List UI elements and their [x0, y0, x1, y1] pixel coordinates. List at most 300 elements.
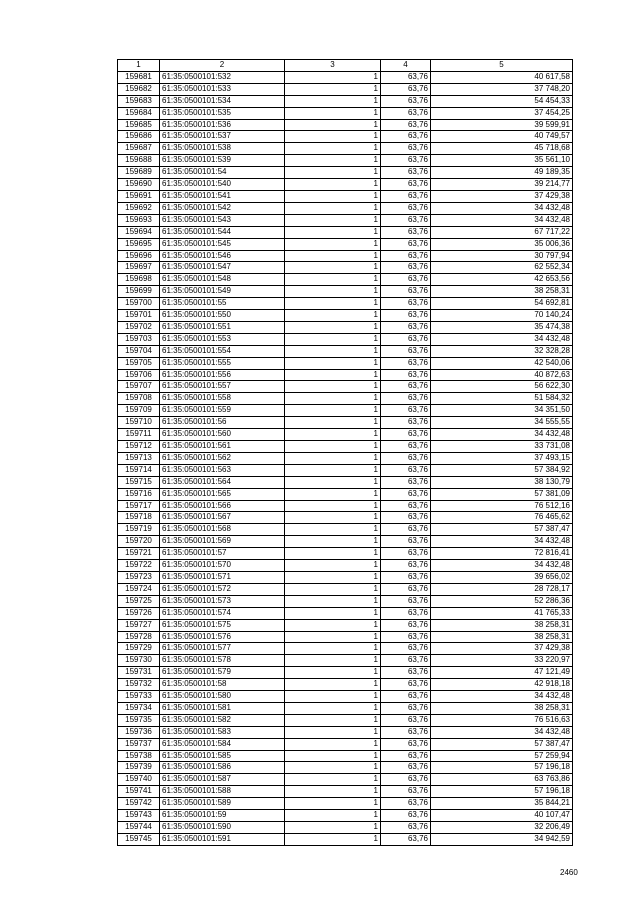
- cadastral-table: [117, 59, 573, 846]
- row-number-cell: 159729: [118, 643, 160, 655]
- rate-cell: 63,76: [381, 619, 431, 631]
- rate-cell: 63,76: [381, 774, 431, 786]
- value-cell: 37 429,38: [431, 190, 573, 202]
- rate-cell: 63,76: [381, 190, 431, 202]
- table-row: [118, 274, 573, 286]
- count-cell: 1: [285, 310, 381, 322]
- value-cell: 34 942,59: [431, 833, 573, 845]
- table-row: [118, 643, 573, 655]
- cadastral-number-cell: 61:35:0500101:536: [160, 119, 285, 131]
- rate-cell: 63,76: [381, 119, 431, 131]
- rate-cell: 63,76: [381, 500, 431, 512]
- cadastral-number-cell: 61:35:0500101:580: [160, 691, 285, 703]
- count-cell: 1: [285, 357, 381, 369]
- value-cell: 42 653,56: [431, 274, 573, 286]
- rate-cell: 63,76: [381, 131, 431, 143]
- table-row: [118, 810, 573, 822]
- row-number-cell: 159741: [118, 786, 160, 798]
- table-row: [118, 250, 573, 262]
- value-cell: 45 718,68: [431, 143, 573, 155]
- row-number-cell: 159689: [118, 167, 160, 179]
- cadastral-number-cell: 61:35:0500101:532: [160, 71, 285, 83]
- table-row: [118, 571, 573, 583]
- table-row: [118, 726, 573, 738]
- table-row: [118, 190, 573, 202]
- cadastral-number-cell: 61:35:0500101:541: [160, 190, 285, 202]
- table-row: [118, 298, 573, 310]
- row-number-cell: 159687: [118, 143, 160, 155]
- value-cell: 35 006,36: [431, 238, 573, 250]
- count-cell: 1: [285, 214, 381, 226]
- rate-cell: 63,76: [381, 345, 431, 357]
- rate-cell: 63,76: [381, 488, 431, 500]
- row-number-cell: 159682: [118, 83, 160, 95]
- rate-cell: 63,76: [381, 464, 431, 476]
- rate-cell: 63,76: [381, 560, 431, 572]
- rate-cell: 63,76: [381, 226, 431, 238]
- table-row: [118, 262, 573, 274]
- rate-cell: 63,76: [381, 357, 431, 369]
- table-row: [118, 655, 573, 667]
- rate-cell: 63,76: [381, 369, 431, 381]
- cadastral-number-cell: 61:35:0500101:554: [160, 345, 285, 357]
- table-row: [118, 131, 573, 143]
- rate-cell: 63,76: [381, 310, 431, 322]
- value-cell: 42 540,06: [431, 357, 573, 369]
- value-cell: 54 692,81: [431, 298, 573, 310]
- row-number-cell: 159701: [118, 310, 160, 322]
- cadastral-number-cell: 61:35:0500101:574: [160, 607, 285, 619]
- cadastral-number-cell: 61:35:0500101:564: [160, 476, 285, 488]
- table-row: [118, 381, 573, 393]
- count-cell: 1: [285, 190, 381, 202]
- rate-cell: 63,76: [381, 548, 431, 560]
- cadastral-number-cell: 61:35:0500101:591: [160, 833, 285, 845]
- cadastral-number-cell: 61:35:0500101:557: [160, 381, 285, 393]
- cadastral-number-cell: 61:35:0500101:540: [160, 179, 285, 191]
- rate-cell: 63,76: [381, 738, 431, 750]
- cadastral-number-cell: 61:35:0500101:556: [160, 369, 285, 381]
- value-cell: 49 189,35: [431, 167, 573, 179]
- value-cell: 41 765,33: [431, 607, 573, 619]
- cadastral-number-cell: 61:35:0500101:542: [160, 202, 285, 214]
- rate-cell: 63,76: [381, 202, 431, 214]
- row-number-cell: 159742: [118, 798, 160, 810]
- row-number-cell: 159744: [118, 822, 160, 834]
- table-row: [118, 583, 573, 595]
- table-row: [118, 71, 573, 83]
- rate-cell: 63,76: [381, 167, 431, 179]
- cadastral-number-cell: 61:35:0500101:589: [160, 798, 285, 810]
- count-cell: 1: [285, 202, 381, 214]
- cadastral-number-cell: 61:35:0500101:569: [160, 536, 285, 548]
- value-cell: 54 454,33: [431, 95, 573, 107]
- row-number-cell: 159699: [118, 286, 160, 298]
- cadastral-number-cell: 61:35:0500101:570: [160, 560, 285, 572]
- table-row: [118, 500, 573, 512]
- cadastral-number-cell: 61:35:0500101:538: [160, 143, 285, 155]
- table-row: [118, 750, 573, 762]
- page-number: 2460: [560, 868, 578, 877]
- row-number-cell: 159692: [118, 202, 160, 214]
- value-cell: 57 196,18: [431, 762, 573, 774]
- row-number-cell: 159734: [118, 702, 160, 714]
- cadastral-number-cell: 61:35:0500101:543: [160, 214, 285, 226]
- cadastral-number-cell: 61:35:0500101:539: [160, 155, 285, 167]
- count-cell: 1: [285, 262, 381, 274]
- rate-cell: 63,76: [381, 810, 431, 822]
- value-cell: 30 797,94: [431, 250, 573, 262]
- row-number-cell: 159695: [118, 238, 160, 250]
- table-row: [118, 512, 573, 524]
- table-row: [118, 607, 573, 619]
- value-cell: 37 748,20: [431, 83, 573, 95]
- table-row: [118, 738, 573, 750]
- table-row: [118, 595, 573, 607]
- count-cell: 1: [285, 667, 381, 679]
- count-cell: 1: [285, 238, 381, 250]
- cadastral-number-cell: 61:35:0500101:547: [160, 262, 285, 274]
- count-cell: 1: [285, 548, 381, 560]
- count-cell: 1: [285, 95, 381, 107]
- value-cell: 38 258,31: [431, 619, 573, 631]
- row-number-cell: 159710: [118, 417, 160, 429]
- table-row: [118, 155, 573, 167]
- row-number-cell: 159683: [118, 95, 160, 107]
- value-cell: 34 555,55: [431, 417, 573, 429]
- row-number-cell: 159722: [118, 560, 160, 572]
- cadastral-number-cell: 61:35:0500101:59: [160, 810, 285, 822]
- cadastral-number-cell: 61:35:0500101:545: [160, 238, 285, 250]
- cadastral-number-cell: 61:35:0500101:544: [160, 226, 285, 238]
- row-number-cell: 159705: [118, 357, 160, 369]
- count-cell: 1: [285, 619, 381, 631]
- value-cell: 70 140,24: [431, 310, 573, 322]
- row-number-cell: 159738: [118, 750, 160, 762]
- count-cell: 1: [285, 83, 381, 95]
- count-cell: 1: [285, 488, 381, 500]
- row-number-cell: 159697: [118, 262, 160, 274]
- value-cell: 57 381,09: [431, 488, 573, 500]
- value-cell: 34 432,48: [431, 691, 573, 703]
- count-cell: 1: [285, 607, 381, 619]
- table-row: [118, 560, 573, 572]
- rate-cell: 63,76: [381, 274, 431, 286]
- cadastral-number-cell: 61:35:0500101:533: [160, 83, 285, 95]
- value-cell: 38 258,31: [431, 702, 573, 714]
- rate-cell: 63,76: [381, 155, 431, 167]
- count-cell: 1: [285, 476, 381, 488]
- cadastral-number-cell: 61:35:0500101:576: [160, 631, 285, 643]
- count-cell: 1: [285, 405, 381, 417]
- cadastral-number-cell: 61:35:0500101:579: [160, 667, 285, 679]
- rate-cell: 63,76: [381, 71, 431, 83]
- row-number-cell: 159730: [118, 655, 160, 667]
- count-cell: 1: [285, 500, 381, 512]
- value-cell: 34 432,48: [431, 726, 573, 738]
- row-number-cell: 159686: [118, 131, 160, 143]
- rate-cell: 63,76: [381, 179, 431, 191]
- cadastral-number-cell: 61:35:0500101:551: [160, 321, 285, 333]
- rate-cell: 63,76: [381, 702, 431, 714]
- table-row: [118, 357, 573, 369]
- row-number-cell: 159739: [118, 762, 160, 774]
- table-row: [118, 214, 573, 226]
- count-cell: 1: [285, 762, 381, 774]
- table-row: [118, 238, 573, 250]
- count-cell: 1: [285, 714, 381, 726]
- table-row: [118, 83, 573, 95]
- rate-cell: 63,76: [381, 143, 431, 155]
- count-cell: 1: [285, 369, 381, 381]
- value-cell: 57 196,18: [431, 786, 573, 798]
- cadastral-number-cell: 61:35:0500101:590: [160, 822, 285, 834]
- rate-cell: 63,76: [381, 667, 431, 679]
- cadastral-number-cell: 61:35:0500101:534: [160, 95, 285, 107]
- row-number-cell: 159698: [118, 274, 160, 286]
- count-cell: 1: [285, 429, 381, 441]
- row-number-cell: 159691: [118, 190, 160, 202]
- count-cell: 1: [285, 643, 381, 655]
- rate-cell: 63,76: [381, 631, 431, 643]
- count-cell: 1: [285, 560, 381, 572]
- cadastral-number-cell: 61:35:0500101:537: [160, 131, 285, 143]
- rate-cell: 63,76: [381, 95, 431, 107]
- rate-cell: 63,76: [381, 691, 431, 703]
- cadastral-number-cell: 61:35:0500101:56: [160, 417, 285, 429]
- column-header: 3: [285, 60, 381, 72]
- count-cell: 1: [285, 512, 381, 524]
- row-number-cell: 159728: [118, 631, 160, 643]
- table-row: [118, 714, 573, 726]
- table-row: [118, 441, 573, 453]
- cadastral-number-cell: 61:35:0500101:582: [160, 714, 285, 726]
- row-number-cell: 159709: [118, 405, 160, 417]
- count-cell: 1: [285, 524, 381, 536]
- table-row: [118, 548, 573, 560]
- table-row: [118, 833, 573, 845]
- cadastral-number-cell: 61:35:0500101:549: [160, 286, 285, 298]
- value-cell: 40 749,57: [431, 131, 573, 143]
- value-cell: 35 561,10: [431, 155, 573, 167]
- count-cell: 1: [285, 833, 381, 845]
- rate-cell: 63,76: [381, 476, 431, 488]
- row-number-cell: 159696: [118, 250, 160, 262]
- count-cell: 1: [285, 774, 381, 786]
- row-number-cell: 159737: [118, 738, 160, 750]
- rate-cell: 63,76: [381, 643, 431, 655]
- count-cell: 1: [285, 702, 381, 714]
- count-cell: 1: [285, 143, 381, 155]
- table-row: [118, 702, 573, 714]
- table-row: [118, 476, 573, 488]
- rate-cell: 63,76: [381, 429, 431, 441]
- row-number-cell: 159713: [118, 452, 160, 464]
- table-row: [118, 95, 573, 107]
- rate-cell: 63,76: [381, 750, 431, 762]
- value-cell: 34 432,48: [431, 202, 573, 214]
- value-cell: 34 432,48: [431, 429, 573, 441]
- count-cell: 1: [285, 679, 381, 691]
- row-number-cell: 159703: [118, 333, 160, 345]
- cadastral-number-cell: 61:35:0500101:562: [160, 452, 285, 464]
- value-cell: 40 617,58: [431, 71, 573, 83]
- table-row: [118, 226, 573, 238]
- row-number-cell: 159702: [118, 321, 160, 333]
- count-cell: 1: [285, 333, 381, 345]
- cadastral-number-cell: 61:35:0500101:581: [160, 702, 285, 714]
- table-row: [118, 333, 573, 345]
- rate-cell: 63,76: [381, 214, 431, 226]
- cadastral-number-cell: 61:35:0500101:535: [160, 107, 285, 119]
- value-cell: 67 717,22: [431, 226, 573, 238]
- count-cell: 1: [285, 810, 381, 822]
- row-number-cell: 159690: [118, 179, 160, 191]
- rate-cell: 63,76: [381, 321, 431, 333]
- row-number-cell: 159712: [118, 441, 160, 453]
- value-cell: 40 872,63: [431, 369, 573, 381]
- rate-cell: 63,76: [381, 83, 431, 95]
- count-cell: 1: [285, 119, 381, 131]
- value-cell: 76 465,62: [431, 512, 573, 524]
- count-cell: 1: [285, 464, 381, 476]
- count-cell: 1: [285, 167, 381, 179]
- cadastral-number-cell: 61:35:0500101:560: [160, 429, 285, 441]
- count-cell: 1: [285, 655, 381, 667]
- value-cell: 34 432,48: [431, 560, 573, 572]
- row-number-cell: 159725: [118, 595, 160, 607]
- count-cell: 1: [285, 274, 381, 286]
- table-row: [118, 143, 573, 155]
- table-row: [118, 417, 573, 429]
- value-cell: 37 493,15: [431, 452, 573, 464]
- cadastral-number-cell: 61:35:0500101:54: [160, 167, 285, 179]
- cadastral-number-cell: 61:35:0500101:588: [160, 786, 285, 798]
- cadastral-number-cell: 61:35:0500101:563: [160, 464, 285, 476]
- count-cell: 1: [285, 155, 381, 167]
- cadastral-number-cell: 61:35:0500101:573: [160, 595, 285, 607]
- rate-cell: 63,76: [381, 655, 431, 667]
- row-number-cell: 159711: [118, 429, 160, 441]
- rate-cell: 63,76: [381, 417, 431, 429]
- rate-cell: 63,76: [381, 286, 431, 298]
- row-number-cell: 159724: [118, 583, 160, 595]
- cadastral-number-cell: 61:35:0500101:568: [160, 524, 285, 536]
- count-cell: 1: [285, 345, 381, 357]
- table-row: [118, 679, 573, 691]
- table-row: [118, 286, 573, 298]
- cadastral-number-cell: 61:35:0500101:559: [160, 405, 285, 417]
- rate-cell: 63,76: [381, 524, 431, 536]
- cadastral-number-cell: 61:35:0500101:578: [160, 655, 285, 667]
- rate-cell: 63,76: [381, 536, 431, 548]
- column-header: 5: [431, 60, 573, 72]
- rate-cell: 63,76: [381, 107, 431, 119]
- table-row: [118, 619, 573, 631]
- rate-cell: 63,76: [381, 571, 431, 583]
- cadastral-number-cell: 61:35:0500101:583: [160, 726, 285, 738]
- cadastral-number-cell: 61:35:0500101:550: [160, 310, 285, 322]
- value-cell: 57 384,92: [431, 464, 573, 476]
- cadastral-number-cell: 61:35:0500101:555: [160, 357, 285, 369]
- count-cell: 1: [285, 286, 381, 298]
- row-number-cell: 159708: [118, 393, 160, 405]
- value-cell: 32 328,28: [431, 345, 573, 357]
- row-number-cell: 159718: [118, 512, 160, 524]
- cadastral-number-cell: 61:35:0500101:584: [160, 738, 285, 750]
- rate-cell: 63,76: [381, 262, 431, 274]
- rate-cell: 63,76: [381, 822, 431, 834]
- cadastral-number-cell: 61:35:0500101:58: [160, 679, 285, 691]
- value-cell: 63 763,86: [431, 774, 573, 786]
- table-row: [118, 774, 573, 786]
- row-number-cell: 159740: [118, 774, 160, 786]
- value-cell: 28 728,17: [431, 583, 573, 595]
- value-cell: 32 206,49: [431, 822, 573, 834]
- table-row: [118, 321, 573, 333]
- value-cell: 42 918,18: [431, 679, 573, 691]
- count-cell: 1: [285, 131, 381, 143]
- table-row: [118, 310, 573, 322]
- count-cell: 1: [285, 452, 381, 464]
- column-header-row: [118, 60, 573, 72]
- row-number-cell: 159707: [118, 381, 160, 393]
- row-number-cell: 159731: [118, 667, 160, 679]
- value-cell: 39 599,91: [431, 119, 573, 131]
- table-row: [118, 429, 573, 441]
- value-cell: 35 474,38: [431, 321, 573, 333]
- table-row: [118, 107, 573, 119]
- value-cell: 76 516,63: [431, 714, 573, 726]
- table-row: [118, 179, 573, 191]
- cadastral-number-cell: 61:35:0500101:575: [160, 619, 285, 631]
- row-number-cell: 159723: [118, 571, 160, 583]
- rate-cell: 63,76: [381, 393, 431, 405]
- value-cell: 40 107,47: [431, 810, 573, 822]
- row-number-cell: 159733: [118, 691, 160, 703]
- row-number-cell: 159726: [118, 607, 160, 619]
- cadastral-number-cell: 61:35:0500101:553: [160, 333, 285, 345]
- cadastral-number-cell: 61:35:0500101:565: [160, 488, 285, 500]
- cadastral-number-cell: 61:35:0500101:586: [160, 762, 285, 774]
- count-cell: 1: [285, 798, 381, 810]
- row-number-cell: 159719: [118, 524, 160, 536]
- cadastral-number-cell: 61:35:0500101:572: [160, 583, 285, 595]
- count-cell: 1: [285, 822, 381, 834]
- count-cell: 1: [285, 226, 381, 238]
- rate-cell: 63,76: [381, 607, 431, 619]
- count-cell: 1: [285, 536, 381, 548]
- rate-cell: 63,76: [381, 298, 431, 310]
- rate-cell: 63,76: [381, 762, 431, 774]
- rate-cell: 63,76: [381, 595, 431, 607]
- value-cell: 76 512,16: [431, 500, 573, 512]
- rate-cell: 63,76: [381, 679, 431, 691]
- table-row: [118, 822, 573, 834]
- table-row: [118, 405, 573, 417]
- row-number-cell: 159735: [118, 714, 160, 726]
- table-row: [118, 488, 573, 500]
- table-row: [118, 202, 573, 214]
- count-cell: 1: [285, 250, 381, 262]
- value-cell: 57 387,47: [431, 738, 573, 750]
- value-cell: 57 387,47: [431, 524, 573, 536]
- rate-cell: 63,76: [381, 452, 431, 464]
- value-cell: 72 816,41: [431, 548, 573, 560]
- cadastral-number-cell: 61:35:0500101:546: [160, 250, 285, 262]
- cadastral-number-cell: 61:35:0500101:566: [160, 500, 285, 512]
- table-row: [118, 345, 573, 357]
